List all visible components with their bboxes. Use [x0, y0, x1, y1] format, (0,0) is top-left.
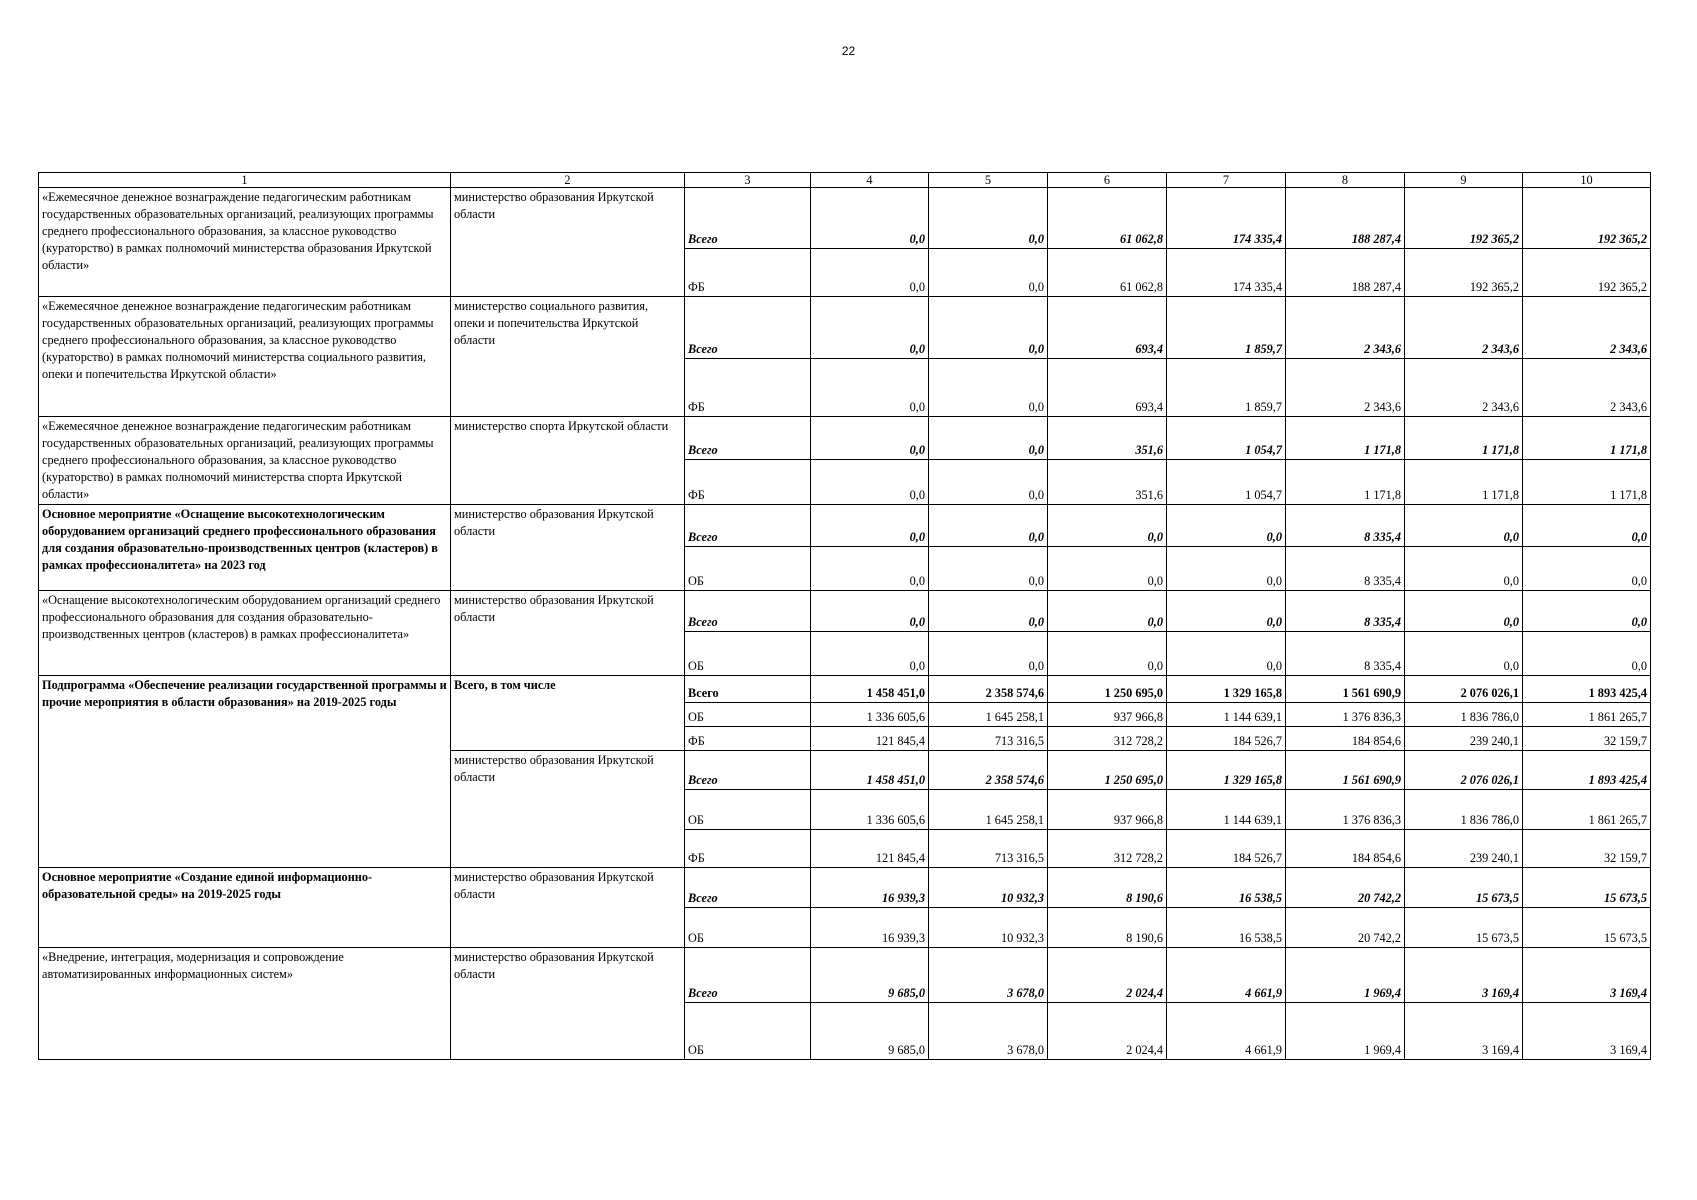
amount-cell: 2 358 574,6	[929, 751, 1048, 790]
amount-cell: 0,0	[811, 359, 929, 417]
funding-source: Всего	[685, 751, 811, 790]
amount-cell: 312 728,2	[1048, 727, 1167, 751]
responsible-executor: министерство социального развития, опеки и попечительства Иркутской области	[451, 297, 685, 417]
amount-cell: 1 329 165,8	[1167, 751, 1286, 790]
amount-cell: 1 861 265,7	[1523, 703, 1651, 727]
amount-cell: 0,0	[1167, 505, 1286, 547]
funding-source: Всего	[685, 417, 811, 460]
amount-cell: 1 171,8	[1405, 459, 1523, 504]
amount-cell: 937 966,8	[1048, 790, 1167, 830]
amount-cell: 1 144 639,1	[1167, 703, 1286, 727]
amount-cell: 15 673,5	[1523, 868, 1651, 908]
amount-cell: 3 169,4	[1523, 1003, 1651, 1060]
responsible-executor: министерство образования Иркутской области	[451, 948, 685, 1060]
amount-cell: 2 024,4	[1048, 1003, 1167, 1060]
amount-cell: 1 561 690,9	[1286, 676, 1405, 703]
funding-source: Всего	[685, 948, 811, 1003]
table-row	[39, 948, 1651, 1003]
amount-cell: 1 054,7	[1167, 459, 1286, 504]
amount-cell: 0,0	[1048, 632, 1167, 676]
amount-cell: 0,0	[1167, 632, 1286, 676]
column-header: 9	[1405, 173, 1523, 188]
amount-cell: 1 171,8	[1523, 417, 1651, 460]
amount-cell: 1 893 425,4	[1523, 676, 1651, 703]
amount-cell: 1 836 786,0	[1405, 703, 1523, 727]
amount-cell: 15 673,5	[1405, 908, 1523, 948]
amount-cell: 1 836 786,0	[1405, 790, 1523, 830]
amount-cell: 0,0	[811, 188, 929, 249]
amount-cell: 8 335,4	[1286, 547, 1405, 591]
amount-cell: 2 076 026,1	[1405, 676, 1523, 703]
amount-cell: 0,0	[929, 505, 1048, 547]
amount-cell: 1 376 836,3	[1286, 790, 1405, 830]
amount-cell: 1 250 695,0	[1048, 751, 1167, 790]
amount-cell: 9 685,0	[811, 948, 929, 1003]
column-header: 3	[685, 173, 811, 188]
amount-cell: 1 859,7	[1167, 359, 1286, 417]
funding-source: Всего	[685, 297, 811, 359]
table-row	[39, 505, 1651, 547]
amount-cell: 8 190,6	[1048, 868, 1167, 908]
amount-cell: 0,0	[929, 297, 1048, 359]
amount-cell: 192 365,2	[1523, 188, 1651, 249]
amount-cell: 1 561 690,9	[1286, 751, 1405, 790]
column-header: 7	[1167, 173, 1286, 188]
amount-cell: 1 336 605,6	[811, 703, 929, 727]
amount-cell: 0,0	[1048, 547, 1167, 591]
amount-cell: 0,0	[1405, 547, 1523, 591]
amount-cell: 174 335,4	[1167, 188, 1286, 249]
amount-cell: 0,0	[1523, 632, 1651, 676]
funding-source: ОБ	[685, 790, 811, 830]
column-header: 8	[1286, 173, 1405, 188]
amount-cell: 0,0	[929, 359, 1048, 417]
funding-source: ФБ	[685, 830, 811, 868]
funding-source: Всего	[685, 676, 811, 703]
funding-source: ФБ	[685, 359, 811, 417]
amount-cell: 351,6	[1048, 417, 1167, 460]
amount-cell: 32 159,7	[1523, 727, 1651, 751]
amount-cell: 1 859,7	[1167, 297, 1286, 359]
funding-source: ОБ	[685, 632, 811, 676]
amount-cell: 61 062,8	[1048, 249, 1167, 297]
measure-description: «Ежемесячное денежное вознаграждение педагогическим работникам государственных образовательных организаций, реализующих программы среднего профессионального образования, за классное руководство (кураторство) в рамках полномочий министерства спорта Иркутской области»	[39, 417, 451, 505]
funding-source: ОБ	[685, 908, 811, 948]
amount-cell: 937 966,8	[1048, 703, 1167, 727]
amount-cell: 4 661,9	[1167, 1003, 1286, 1060]
amount-cell: 0,0	[929, 249, 1048, 297]
amount-cell: 121 845,4	[811, 830, 929, 868]
amount-cell: 9 685,0	[811, 1003, 929, 1060]
amount-cell: 1 171,8	[1523, 459, 1651, 504]
amount-cell: 32 159,7	[1523, 830, 1651, 868]
amount-cell: 16 939,3	[811, 868, 929, 908]
amount-cell: 10 932,3	[929, 868, 1048, 908]
amount-cell: 20 742,2	[1286, 868, 1405, 908]
amount-cell: 0,0	[811, 547, 929, 591]
amount-cell: 1 171,8	[1405, 417, 1523, 460]
amount-cell: 15 673,5	[1523, 908, 1651, 948]
funding-source: ОБ	[685, 1003, 811, 1060]
amount-cell: 239 240,1	[1405, 727, 1523, 751]
funding-source: ОБ	[685, 703, 811, 727]
funding-source: ОБ	[685, 547, 811, 591]
funding-source: Всего	[685, 505, 811, 547]
amount-cell: 20 742,2	[1286, 908, 1405, 948]
amount-cell: 1 969,4	[1286, 948, 1405, 1003]
column-header: 4	[811, 173, 929, 188]
responsible-executor: Всего, в том числе	[451, 676, 685, 751]
amount-cell: 0,0	[1048, 505, 1167, 547]
amount-cell: 3 678,0	[929, 948, 1048, 1003]
amount-cell: 10 932,3	[929, 908, 1048, 948]
amount-cell: 0,0	[811, 459, 929, 504]
amount-cell: 0,0	[1405, 591, 1523, 632]
amount-cell: 3 169,4	[1405, 1003, 1523, 1060]
amount-cell: 0,0	[811, 591, 929, 632]
amount-cell: 184 526,7	[1167, 727, 1286, 751]
amount-cell: 1 329 165,8	[1167, 676, 1286, 703]
amount-cell: 0,0	[1048, 591, 1167, 632]
amount-cell: 0,0	[1523, 547, 1651, 591]
amount-cell: 0,0	[929, 547, 1048, 591]
table-row	[39, 676, 1651, 703]
amount-cell: 0,0	[811, 417, 929, 460]
amount-cell: 0,0	[811, 297, 929, 359]
measure-description: «Внедрение, интеграция, модернизация и сопровождение автоматизированных информационных систем»	[39, 948, 451, 1060]
table-row	[39, 417, 1651, 460]
amount-cell: 693,4	[1048, 297, 1167, 359]
amount-cell: 0,0	[811, 249, 929, 297]
funding-source: ФБ	[685, 459, 811, 504]
amount-cell: 0,0	[1167, 547, 1286, 591]
amount-cell: 1 458 451,0	[811, 676, 929, 703]
amount-cell: 2 343,6	[1286, 359, 1405, 417]
amount-cell: 16 538,5	[1167, 908, 1286, 948]
amount-cell: 188 287,4	[1286, 188, 1405, 249]
amount-cell: 0,0	[929, 459, 1048, 504]
funding-source: ФБ	[685, 249, 811, 297]
amount-cell: 15 673,5	[1405, 868, 1523, 908]
amount-cell: 0,0	[1405, 505, 1523, 547]
amount-cell: 2 076 026,1	[1405, 751, 1523, 790]
amount-cell: 174 335,4	[1167, 249, 1286, 297]
amount-cell: 1 250 695,0	[1048, 676, 1167, 703]
amount-cell: 1 376 836,3	[1286, 703, 1405, 727]
amount-cell: 0,0	[929, 417, 1048, 460]
amount-cell: 184 526,7	[1167, 830, 1286, 868]
funding-source: ФБ	[685, 727, 811, 751]
amount-cell: 3 169,4	[1405, 948, 1523, 1003]
amount-cell: 693,4	[1048, 359, 1167, 417]
responsible-executor: министерство образования Иркутской области	[451, 591, 685, 676]
amount-cell: 16 939,3	[811, 908, 929, 948]
amount-cell: 192 365,2	[1405, 249, 1523, 297]
amount-cell: 2 358 574,6	[929, 676, 1048, 703]
table-row	[39, 188, 1651, 249]
amount-cell: 1 861 265,7	[1523, 790, 1651, 830]
responsible-executor: министерство образования Иркутской области	[451, 188, 685, 297]
amount-cell: 1 893 425,4	[1523, 751, 1651, 790]
measure-description: Основное мероприятие «Оснащение высокотехнологическим оборудованием организаций среднего профессионального образования для создания образовательно-производственных центров (кластеров) в рамках профессионалитета» на 2023 год	[39, 505, 451, 591]
amount-cell: 184 854,6	[1286, 830, 1405, 868]
funding-source: Всего	[685, 591, 811, 632]
column-number-header-row	[39, 173, 1651, 188]
responsible-executor: министерство образования Иркутской области	[451, 868, 685, 948]
amount-cell: 713 316,5	[929, 727, 1048, 751]
measure-description: Основное мероприятие «Создание единой информационно-образовательной среды» на 2019-2025 годы	[39, 868, 451, 948]
funding-source: Всего	[685, 188, 811, 249]
amount-cell: 0,0	[929, 188, 1048, 249]
amount-cell: 351,6	[1048, 459, 1167, 504]
amount-cell: 239 240,1	[1405, 830, 1523, 868]
amount-cell: 0,0	[1523, 591, 1651, 632]
amount-cell: 1 969,4	[1286, 1003, 1405, 1060]
column-header: 10	[1523, 173, 1651, 188]
amount-cell: 8 335,4	[1286, 591, 1405, 632]
amount-cell: 0,0	[929, 632, 1048, 676]
amount-cell: 1 645 258,1	[929, 703, 1048, 727]
amount-cell: 0,0	[1523, 505, 1651, 547]
amount-cell: 0,0	[929, 591, 1048, 632]
amount-cell: 2 343,6	[1523, 297, 1651, 359]
table-row	[39, 868, 1651, 908]
amount-cell: 1 336 605,6	[811, 790, 929, 830]
amount-cell: 3 678,0	[929, 1003, 1048, 1060]
amount-cell: 184 854,6	[1286, 727, 1405, 751]
amount-cell: 312 728,2	[1048, 830, 1167, 868]
amount-cell: 1 171,8	[1286, 459, 1405, 504]
column-header: 2	[451, 173, 685, 188]
amount-cell: 2 343,6	[1523, 359, 1651, 417]
amount-cell: 1 054,7	[1167, 417, 1286, 460]
budget-table	[38, 172, 1651, 1060]
amount-cell: 8 190,6	[1048, 908, 1167, 948]
column-header: 5	[929, 173, 1048, 188]
funding-source: Всего	[685, 868, 811, 908]
responsible-executor: министерство образования Иркутской области	[451, 751, 685, 868]
amount-cell: 121 845,4	[811, 727, 929, 751]
amount-cell: 2 024,4	[1048, 948, 1167, 1003]
measure-description: «Ежемесячное денежное вознаграждение педагогическим работникам государственных образовательных организаций, реализующих программы среднего профессионального образования, за классное руководство (кураторство) в рамках полномочий министерства образования Иркутской области»	[39, 188, 451, 297]
amount-cell: 8 335,4	[1286, 505, 1405, 547]
measure-description: «Оснащение высокотехнологическим оборудованием организаций среднего профессионального образования для создания образовательно-производственных центров (кластеров) в рамках профессионалитета»	[39, 591, 451, 676]
amount-cell: 61 062,8	[1048, 188, 1167, 249]
amount-cell: 4 661,9	[1167, 948, 1286, 1003]
amount-cell: 0,0	[811, 632, 929, 676]
table-row	[39, 591, 1651, 632]
amount-cell: 1 171,8	[1286, 417, 1405, 460]
amount-cell: 0,0	[1167, 591, 1286, 632]
column-header: 6	[1048, 173, 1167, 188]
amount-cell: 713 316,5	[929, 830, 1048, 868]
amount-cell: 16 538,5	[1167, 868, 1286, 908]
table-body	[39, 188, 1651, 1060]
page-number: 22	[841, 44, 856, 58]
measure-description: Подпрограмма «Обеспечение реализации государственной программы и прочие мероприятия в области образования» на 2019-2025 годы	[39, 676, 451, 868]
amount-cell: 2 343,6	[1405, 297, 1523, 359]
amount-cell: 1 144 639,1	[1167, 790, 1286, 830]
responsible-executor: министерство спорта Иркутской области	[451, 417, 685, 505]
amount-cell: 2 343,6	[1286, 297, 1405, 359]
amount-cell: 0,0	[811, 505, 929, 547]
amount-cell: 2 343,6	[1405, 359, 1523, 417]
amount-cell: 192 365,2	[1405, 188, 1523, 249]
amount-cell: 3 169,4	[1523, 948, 1651, 1003]
amount-cell: 1 458 451,0	[811, 751, 929, 790]
amount-cell: 0,0	[1405, 632, 1523, 676]
amount-cell: 1 645 258,1	[929, 790, 1048, 830]
measure-description: «Ежемесячное денежное вознаграждение педагогическим работникам государственных образовательных организаций, реализующих программы среднего профессионального образования, за классное руководство (кураторство) в рамках полномочий министерства социального развития, опеки и попечительства Иркутской области»	[39, 297, 451, 417]
amount-cell: 188 287,4	[1286, 249, 1405, 297]
amount-cell: 192 365,2	[1523, 249, 1651, 297]
responsible-executor: министерство образования Иркутской области	[451, 505, 685, 591]
column-header: 1	[39, 173, 451, 188]
amount-cell: 8 335,4	[1286, 632, 1405, 676]
table-row	[39, 297, 1651, 359]
